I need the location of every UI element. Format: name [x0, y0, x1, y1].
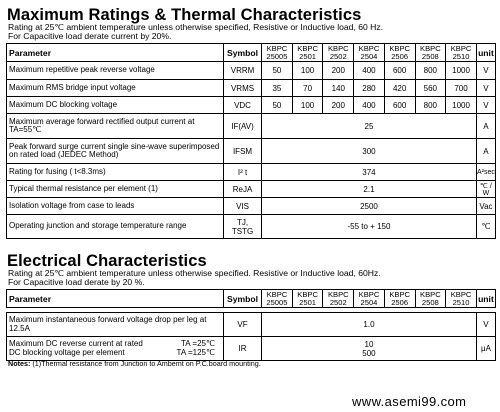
header-model: KBPC 2504 — [354, 290, 385, 308]
header-symbol: Symbol — [223, 290, 261, 308]
header-symbol: Symbol — [223, 44, 261, 62]
row-symbol: VIS — [223, 198, 261, 215]
row-value: 50 — [262, 62, 293, 80]
row-value: 700 — [446, 80, 477, 97]
row-value: 1000 — [446, 97, 477, 114]
row-parameter: Rating for fusing ( t<8.3ms) — [7, 164, 224, 181]
header-model: KBPC 2504 — [354, 44, 385, 62]
max-ratings-note-2: For Capacitive load derate current by 20%. — [8, 31, 172, 41]
row-unit: V — [476, 97, 495, 114]
row-value: 2.1 — [262, 181, 477, 198]
table-header-row — [7, 290, 496, 308]
row-value: 35 — [262, 80, 293, 97]
electrical-note-2: For Capacitive load derate by 20 %. — [8, 277, 145, 287]
header-model: KBPC 2506 — [384, 290, 415, 308]
row-value: 100 — [292, 62, 323, 80]
header-model: KBPC 25005 — [262, 44, 293, 62]
ir-param-line-2: DC blocking voltage per element — [9, 347, 125, 357]
row-parameter: Maximum instantaneous forward voltage drop per leg at 12.5A — [7, 313, 224, 337]
header-model: KBPC 2502 — [323, 44, 354, 62]
row-symbol: TJ, TSTG — [223, 215, 261, 239]
table-row — [7, 215, 496, 239]
header-unit: unit — [476, 44, 495, 62]
row-parameter: Maximum repetitive peak reverse voltage — [7, 62, 224, 80]
header-model: KBPC 2510 — [446, 44, 477, 62]
row-unit: V — [476, 313, 495, 337]
table-row — [7, 139, 496, 164]
header-model: KBPC 2501 — [292, 44, 323, 62]
row-value: 140 — [323, 80, 354, 97]
row-symbol: IF(AV) — [223, 114, 261, 139]
row-parameter: Peak forward surge current single sine-wave superimposed on rated load (JEDEC Method) — [7, 139, 224, 164]
table-row — [7, 313, 496, 337]
row-parameter: Operating junction and storage temperature range — [7, 215, 224, 239]
table-row — [7, 181, 496, 198]
header-unit: unit — [476, 290, 495, 308]
row-value: 400 — [354, 62, 385, 80]
row-parameter: Maximum average forward rectified output current at TA=55℃ — [7, 114, 224, 139]
row-unit: V — [476, 62, 495, 80]
footnote — [8, 359, 261, 368]
row-value: 70 — [292, 80, 323, 97]
header-model: KBPC 2502 — [323, 290, 354, 308]
row-value: 800 — [415, 97, 446, 114]
table-header-row — [7, 44, 496, 62]
row-parameter: Isolation voltage from case to leads — [7, 198, 224, 215]
row-value: 25 — [262, 114, 477, 139]
row-value: -55 to + 150 — [262, 215, 477, 239]
ir-value-1: 10 — [364, 339, 374, 349]
row-value: 800 — [415, 62, 446, 80]
table-row — [7, 337, 496, 361]
row-symbol: IFSM — [223, 139, 261, 164]
max-ratings-title: Maximum Ratings & Thermal Characteristics — [7, 6, 362, 24]
table-row — [7, 97, 496, 114]
header-model: KBPC 2508 — [415, 290, 446, 308]
ir-cond-2: TA =125℃ — [176, 347, 215, 357]
row-value: 200 — [323, 62, 354, 80]
row-value: 1000 — [446, 62, 477, 80]
header-model: KBPC 2506 — [384, 44, 415, 62]
ir-param-line-1: Maximum DC reverse current at rated — [9, 339, 143, 348]
row-symbol: VRMS — [223, 80, 261, 97]
row-unit: A — [476, 114, 495, 139]
table-row — [7, 114, 496, 139]
table-row — [7, 198, 496, 215]
row-parameter: Maximum RMS bridge input voltage — [7, 80, 224, 97]
ir-value-2: 500 — [362, 348, 376, 358]
row-unit: Vac — [476, 198, 495, 215]
row-parameter: Typical thermal resistance per element (1) — [7, 181, 224, 198]
row-value — [262, 337, 477, 361]
footnote-label: Notes: — [8, 359, 31, 368]
row-symbol: I² t — [223, 164, 261, 181]
row-parameter — [7, 337, 224, 361]
row-value: 280 — [354, 80, 385, 97]
row-value: 600 — [384, 62, 415, 80]
row-value: 50 — [262, 97, 293, 114]
header-model: KBPC 25005 — [262, 290, 293, 308]
row-value: 100 — [292, 97, 323, 114]
row-symbol: VRRM — [223, 62, 261, 80]
ir-line-2 — [9, 349, 223, 358]
electrical-table — [6, 289, 496, 361]
row-unit: ℃ — [476, 215, 495, 239]
table-row — [7, 62, 496, 80]
header-model: KBPC 2510 — [446, 290, 477, 308]
electrical-note-1: Rating at 25℃ ambient temperature unless otherwise specified. Resistive or Inductive load, 60Hz. — [8, 268, 381, 278]
row-value: 2500 — [262, 198, 477, 215]
row-unit: A — [476, 139, 495, 164]
header-parameter: Parameter — [7, 290, 224, 308]
row-value: 600 — [384, 97, 415, 114]
website-text: www.asemi99.com — [352, 394, 467, 409]
row-symbol: ReJA — [223, 181, 261, 198]
row-symbol: IR — [223, 337, 261, 361]
row-unit: A²sec — [476, 164, 495, 181]
row-symbol: VDC — [223, 97, 261, 114]
row-value: 200 — [323, 97, 354, 114]
ir-cond-1: TA =25℃ — [181, 339, 215, 348]
footnote-text: (1)Thermal resistance from Junction to Ambemt on P.C.board mounting. — [30, 359, 261, 368]
row-unit: ℃ / W — [476, 181, 495, 198]
row-value: 420 — [384, 80, 415, 97]
header-model: KBPC 2508 — [415, 44, 446, 62]
row-value: 374 — [262, 164, 477, 181]
row-value: 1.0 — [262, 313, 477, 337]
row-parameter: Maximum DC blocking voltage — [7, 97, 224, 114]
row-value: 400 — [354, 97, 385, 114]
max-ratings-note-1: Rating at 25℃ ambient temperature unless otherwise specified, Resistive or Inductive load, 60 Hz. — [8, 22, 384, 32]
header-model: KBPC 2501 — [292, 290, 323, 308]
row-value: 300 — [262, 139, 477, 164]
row-value: 560 — [415, 80, 446, 97]
electrical-title: Electrical Characteristics — [7, 252, 207, 270]
header-parameter: Parameter — [7, 44, 224, 62]
max-ratings-table — [6, 43, 496, 239]
row-unit: μA — [476, 337, 495, 361]
table-row — [7, 80, 496, 97]
row-unit: V — [476, 80, 495, 97]
table-row — [7, 164, 496, 181]
row-symbol: VF — [223, 313, 261, 337]
